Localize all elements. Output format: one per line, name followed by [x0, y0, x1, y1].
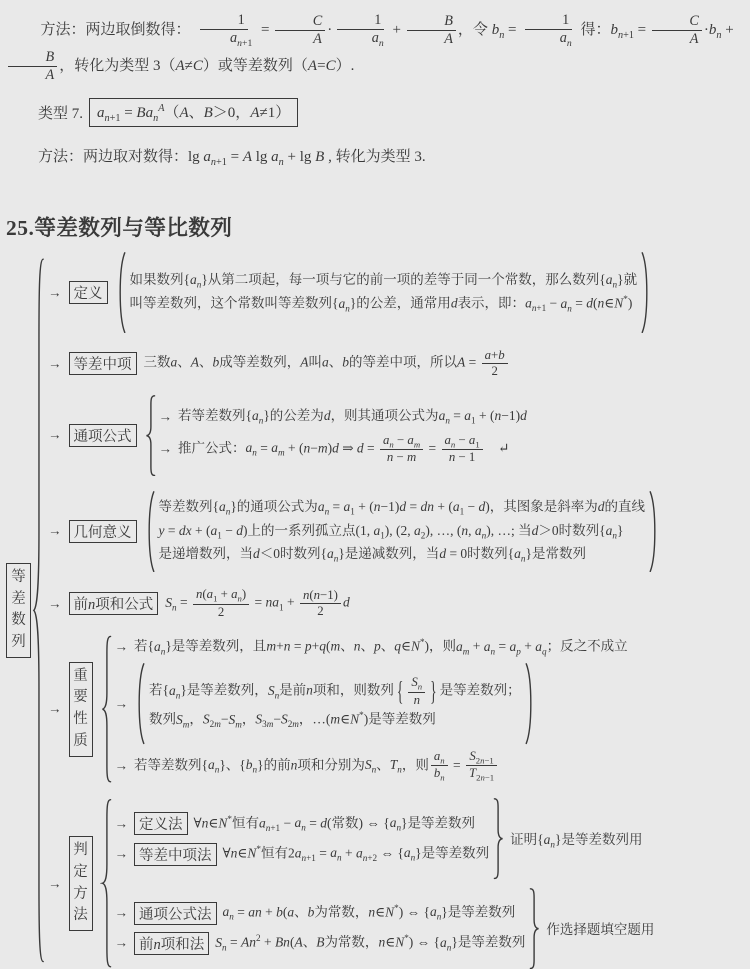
right-paren-icon: [523, 663, 536, 744]
branch-definition: [48, 252, 750, 333]
arrow-icon: →: [114, 815, 128, 831]
right-paren-icon: [647, 491, 660, 572]
left-brace-icon: [144, 395, 157, 476]
choice-usage-note: 作选择题填空题用: [546, 922, 655, 938]
left-paren-icon: [115, 252, 128, 333]
definition-method-label: 定义法: [134, 812, 188, 835]
arrow-icon: →: [114, 846, 128, 862]
definition-paren-group: [115, 252, 653, 333]
sum-method-label: 前n项和法: [134, 932, 209, 955]
arrow-icon: →: [48, 595, 62, 611]
mean-method-text: ∀n∈N*恒有$2a_{n+1} = a_n + a_{n+2}$ ⇔ $\{a_n\}$是等差数列: [222, 843, 490, 864]
arrow-icon: →: [48, 355, 62, 371]
outer-left-brace-icon: [31, 252, 46, 969]
judgment-methods-label: 判定方法: [69, 836, 93, 931]
important-properties-brace-group: [100, 635, 628, 783]
branch-general-formula: [48, 395, 750, 476]
property-item-2-line-1: 若$\{a_n\}$是等差数列，$S_n$是前n项和，则数列 { $\frac{S_n}{n}$ } 是等差数列；: [149, 675, 521, 708]
arrow-icon: →: [114, 757, 128, 773]
property-item-2-line-2: 数列$S_m$，$S_{2m}-S_m$，$S_{3m}-S_{2m}$，…(m∈N*)是等差数列: [149, 710, 436, 730]
sum-formula-label: 前n项和公式: [69, 592, 159, 615]
type7-formula-box: $a_{n+1} = Ba_n^A(A$、B＞0，A≠1）: [89, 98, 298, 127]
branch-arithmetic-mean: [48, 348, 750, 379]
left-brace-icon: [100, 635, 113, 783]
geometric-meaning-line-2: y = dx + $(a_1 - d)$上的一系列孤立点(1, $a_1$), (2, $a_2$), …, (n, $a_n$), …; 当d＞0时数列$\{a_n\}$: [158, 522, 624, 541]
arrow-icon: →: [158, 441, 172, 457]
mean-method-label: 等差中项法: [134, 843, 217, 866]
arrow-icon: →: [48, 701, 62, 717]
sum-method-text: $S_n = An^2 + Bn(A$、B为常数，n∈N*) ⇔ $\{a_n\}$是等差数列: [215, 933, 526, 953]
arithmetic-mean-text: 三数a、A、b成等差数列，A叫a、b的等差中项，所以A = $\frac{a+b}{2}$: [144, 348, 510, 379]
general-formula-label: 通项公式: [69, 424, 137, 447]
proof-usage-note: 证明$\{a_n\}$是等差数列用: [510, 832, 643, 850]
definition-line-2: 叫等差数列，这个常数叫等差数列$\{a_n\}$的公差，通常用d表示，即：$a_{n+1} - a_n$ = d(n∈N*): [129, 294, 633, 314]
definition-line-1: 如果数列$\{a_n\}$从第二项起，每一项与它的前一项的差等于同一个常数，那么数列$\{a_n\}$就: [129, 271, 638, 290]
definition-method-text: ∀n∈N*恒有$a_{n+1} - a_n = d$(常数) ⇔ $\{a_n\}$是等差数列: [193, 813, 476, 833]
branch-sum-formula: [48, 587, 750, 620]
left-paren-icon: [134, 663, 147, 744]
judgment-methods-brace-group: [100, 798, 655, 969]
arithmetic-mean-label: 等差中项: [69, 352, 137, 375]
geometric-meaning-paren-group: [144, 491, 661, 572]
section-heading: 25.等差数列与等比数列: [6, 216, 233, 241]
arrow-icon: →: [114, 935, 128, 951]
arrow-icon: →: [48, 284, 62, 300]
definition-label: 定义: [69, 281, 108, 304]
general-formula-line-2: 推广公式：$a_n = a_m + (n-m)d$ ⇒ d = $\frac{a_n - a_m}{n - m}$ = $\frac{a_n - a_1}{n - 1}$ ↵: [178, 432, 510, 465]
arrow-icon: →: [48, 427, 62, 443]
arrow-icon: →: [114, 639, 128, 655]
sum-formula-text: $S_n$ = $\frac{n(a_1 + a_n)}{2}$ = $na_1$ + $\frac{n(n-1)}{2}$ d: [165, 587, 350, 619]
arrow-icon: →: [48, 523, 62, 539]
method-reciprocal-paragraph: 方法：两边取倒数得： $\frac{1}{a_{n+1}}$ = $\frac{C}{A}$ · $\frac{1}{a_n}$ + $\frac{B}{A}$ ，令 $b_n$ = $\frac{1}{a_n}$ 得：$b_{n+1}$ = $\frac{C}{A}$ $\cdot b_n$ + $\frac{B}{A}$ ，转化为类型 3（A≠C）或等差数列（A=C）.: [6, 12, 744, 84]
right-brace-icon: [528, 888, 541, 969]
branch-list: [48, 252, 750, 969]
general-term-method-text: $a_n$ = an + b(a、b为常数，n∈N*) ⇔ $\{a_n\}$是等差数列: [222, 902, 516, 923]
type7-label: 类型 7.: [38, 105, 84, 122]
general-formula-line-1: 若等差数列$\{a_n\}$的公差为d，则其通项公式为$a_n = a_1 + (n-1)d$: [178, 407, 527, 426]
left-brace-icon: [100, 798, 113, 969]
method-log-paragraph: 方法：两边取对数得：$\lg a_{n+1} = A$ $\lg a_n + \lg B$ , 转化为类型 3.: [38, 148, 426, 168]
branch-geometric-meaning: [48, 491, 750, 572]
arrow-icon: →: [48, 875, 62, 891]
property-item-2-paren-group: [134, 663, 536, 744]
arrow-icon: →: [114, 695, 128, 711]
property-item-3: 若等差数列$\{a_n\}$、$\{b_n\}$的前n项和分别为$S_n$、$T_n$，则 $\frac{a_n}{b_n}$ = $\frac{S_{2n-1}}{T_{2n-1}}$: [134, 749, 499, 784]
mindmap: [6, 252, 750, 969]
important-properties-label: 重要性质: [69, 662, 93, 757]
geometric-meaning-line-3: 是递增数列，当d＜0时数列$\{a_n\}$是递减数列，当d = 0时数列$\{a_n\}$是常数列: [158, 546, 586, 565]
geometric-meaning-label: 几何意义: [69, 520, 137, 543]
right-brace-icon: [492, 798, 505, 879]
arrow-icon: →: [158, 408, 172, 424]
arrow-icon: →: [114, 905, 128, 920]
property-item-1: 若$\{a_n\}$是等差数列，且m+n = p+q(m、n、p、q∈N*)，则$a_m + a_n = a_p + a_q$；反之不成立: [134, 637, 628, 657]
type7-row: [38, 98, 750, 127]
general-formula-brace-group: [144, 395, 527, 476]
right-paren-icon: [639, 252, 652, 333]
branch-judgment-methods: [48, 798, 750, 969]
branch-important-properties: [48, 635, 750, 783]
judgment-proof-group: [115, 798, 655, 879]
geometric-meaning-line-1: 等差数列$\{a_n\}$的通项公式为$a_n = a_1 + (n-1)d$ = dn + $(a_1 - d)$，其图象是斜率为d的直线: [158, 498, 646, 517]
judgment-choice-group: [115, 888, 655, 969]
general-term-method-label: 通项公式法: [134, 902, 217, 925]
left-paren-icon: [144, 491, 157, 572]
root-label: 等差数列: [6, 563, 31, 658]
